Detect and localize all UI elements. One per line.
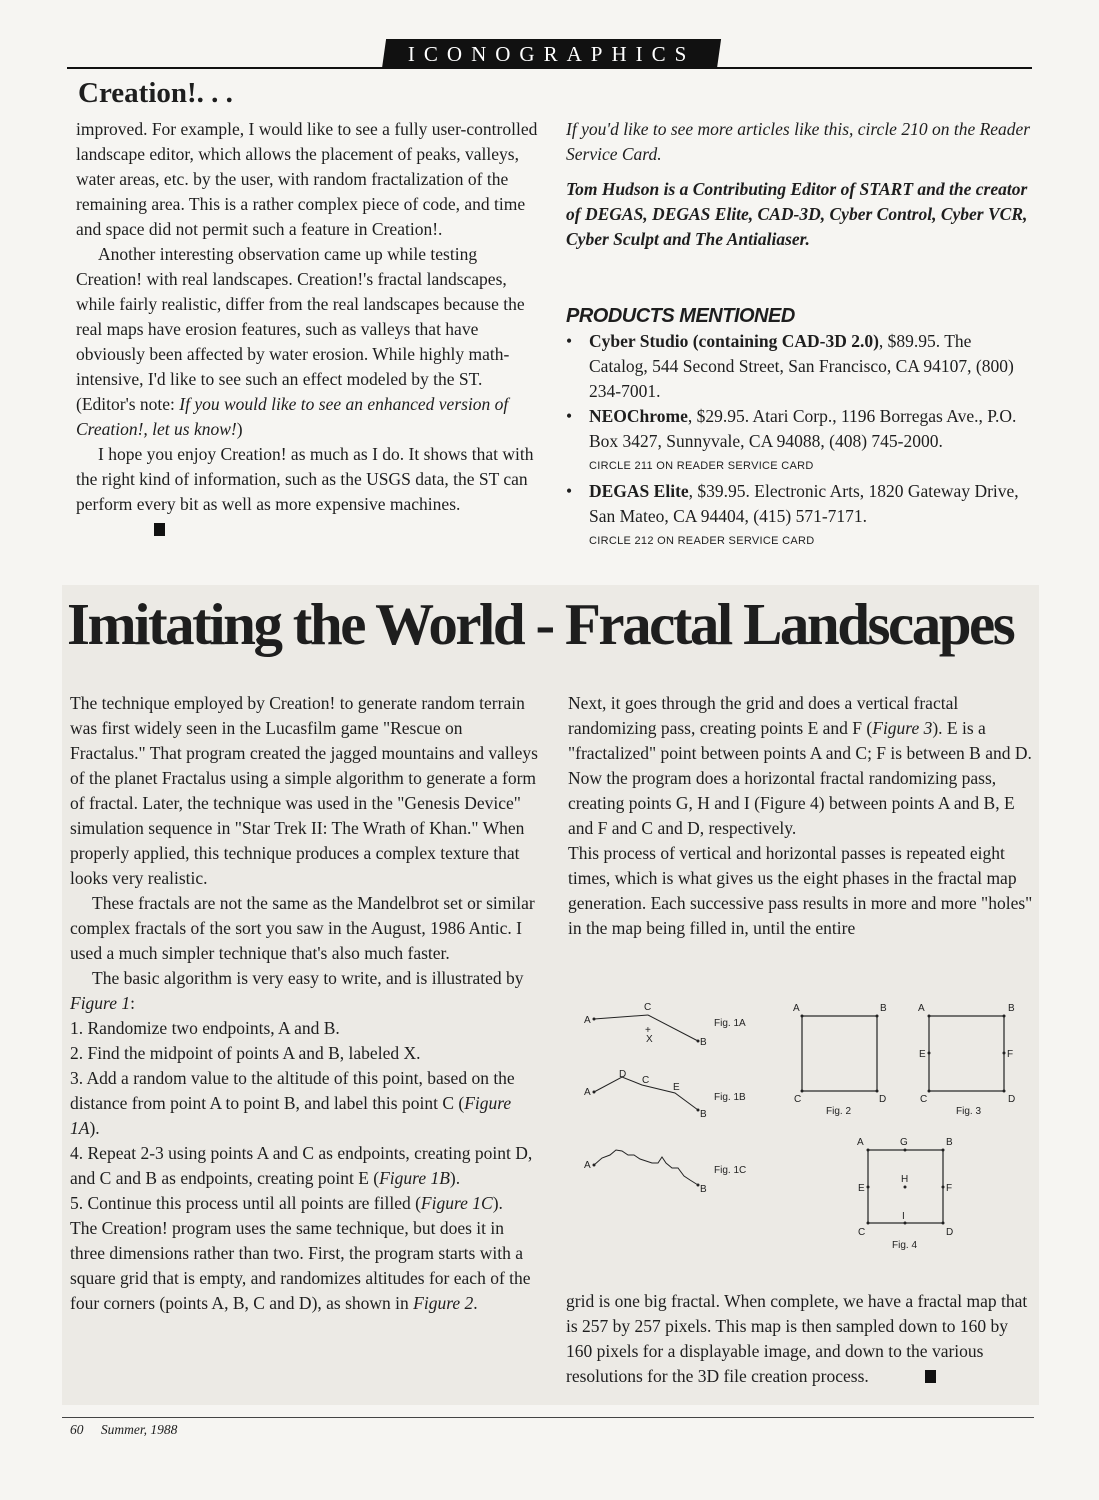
svg-text:D: D <box>879 1094 887 1105</box>
article-paragraph: I hope you enjoy Creation! as much as I do. It shows that with the right kind of information, such as the USGS data, the ST can perform every bit as well as more expensive machines. <box>76 442 546 542</box>
svg-text:D: D <box>946 1227 954 1238</box>
issue-date: Summer, 1988 <box>100 1422 178 1437</box>
product-item: • DEGAS Elite, $39.95. Electronic Arts, 1820 Gateway Drive, San Mateo, CA 94404, (415) 571-7171. CIRCLE 212 ON READER SERVICE CARD <box>566 479 1032 554</box>
figure-caption: Fig. 3 <box>956 1106 982 1117</box>
product-item: • Cyber Studio (containing CAD-3D 2.0), $89.95. The Catalog, 544 Second Street, San Francisco, CA 94107, (800) 234-7001. <box>566 331 1014 401</box>
svg-text:I: I <box>902 1211 905 1222</box>
section-banner-label: ICONOGRAPHICS <box>407 41 696 66</box>
svg-text:C: C <box>642 1075 650 1086</box>
article-right-column <box>566 117 1032 554</box>
sidebar-paragraph: This process of vertical and horizontal passes is repeated eight times, which is what gives us the eight phases in the fractal map generation. Each successive pass results in more and more "holes" in the map being filled in, until the entire <box>568 843 1033 938</box>
sidebar-paragraph: The basic algorithm is very easy to write, and is illustrated by Figure 1: <box>70 968 524 1013</box>
figure-4 <box>857 1137 953 1251</box>
figure-caption: Fig. 1B <box>714 1092 746 1103</box>
reader-service-note: If you'd like to see more articles like this, circle 210 on the Reader Service Card. <box>566 119 1031 164</box>
svg-text:G: G <box>900 1137 908 1148</box>
running-head: Creation!. . . <box>78 77 233 109</box>
svg-text:D: D <box>619 1069 627 1080</box>
sidebar-paragraph: grid is one big fractal. When complete, we have a fractal map that is 257 by 257 pixels. This map is then sampled down to 160 by 160 pixels for a displayable image, and down to the various resolutions for the 3D file creation process. <box>566 1291 1028 1386</box>
sidebar-paragraph: These fractals are not the same as the Mandelbrot set or similar complex fractals of the sort you saw in the August, 1986 Antic. I used a much simpler technique that's also much faster. <box>70 893 535 963</box>
sidebar-paragraph: The Creation! program uses the same technique, but does it in three dimensions rather than two. First, the program starts with a square grid that is empty, and randomizes altitudes for each of the four corners (points A, B, C and D), as shown in Figure 2. <box>70 1218 531 1313</box>
algorithm-step: 1. Randomize two endpoints, A and B. <box>70 1018 340 1038</box>
figure-1c <box>584 1150 746 1195</box>
bullet-icon: • <box>566 406 573 426</box>
figure-3 <box>918 1003 1015 1117</box>
sidebar-paragraph: The technique employed by Creation! to generate random terrain was first widely seen in the Lucasfilm game "Rescue on Fractalus." That program created the jagged mountains and valleys of the planet Fractalus using a simple algorithm to generate a form of fractal. Later, the technique was used in the "Genesis Device" simulation sequence in "Star Trek II: The Wrath of Khan." When properly applied, this technique produces a complex texture that looks very realistic. <box>70 693 538 888</box>
svg-text:A: A <box>584 1160 591 1171</box>
svg-text:C: C <box>920 1094 928 1105</box>
sidebar-right-column <box>568 691 1036 941</box>
page-footer <box>70 1422 177 1438</box>
figure-caption: Fig. 1A <box>714 1018 746 1029</box>
figure-2 <box>793 1003 887 1117</box>
svg-text:X: X <box>646 1034 653 1045</box>
sidebar-left-column <box>70 691 542 1316</box>
svg-text:F: F <box>1007 1049 1014 1060</box>
figure-caption: Fig. 1C <box>714 1165 747 1176</box>
sidebar-right-column-end <box>566 1289 1034 1389</box>
svg-text:B: B <box>1008 1003 1015 1014</box>
svg-text:C: C <box>858 1227 866 1238</box>
svg-text:E: E <box>919 1049 926 1060</box>
sidebar-headline: Imitating the World - Fractal Landscapes <box>67 591 1014 657</box>
algorithm-step: 3. Add a random value to the altitude of this point, based on the distance from point A to point B, and label this point C (Figure 1A). <box>70 1068 515 1138</box>
algorithm-step: 4. Repeat 2-3 using points A and C as endpoints, creating point D, and C and B as endpoints, creating point E (Figure 1B). <box>70 1143 533 1188</box>
svg-text:F: F <box>946 1183 953 1194</box>
algorithm-step: 5. Continue this process until all points are filled (Figure 1C). <box>70 1193 503 1213</box>
svg-text:A: A <box>584 1015 591 1026</box>
product-item: • NEOChrome, $29.95. Atari Corp., 1196 Borregas Ave., P.O. Box 3427, Sunnyvale, CA 94088, (408) 745-2000. CIRCLE 211 ON READER SERVICE CARD <box>566 404 1032 479</box>
svg-text:E: E <box>858 1183 865 1194</box>
article-paragraph: Another interesting observation came up while testing Creation! with real landscapes. Creation!'s fractal landscapes, while fairly realistic, differ from the real landscapes because the real maps have erosion features, such as valleys that have obviously been affected by water erosion. While highly math-intensive, I'd like to see such an effect modeled by the ST. (Editor's note: If you would like to see an enhanced version of Creation!, let us know!) <box>76 244 525 439</box>
circle-note: CIRCLE 211 ON READER SERVICE CARD <box>589 460 814 472</box>
svg-text:D: D <box>1008 1094 1016 1105</box>
svg-text:B: B <box>700 1037 707 1048</box>
svg-text:E: E <box>673 1082 680 1093</box>
svg-text:B: B <box>700 1184 707 1195</box>
figure-1b <box>584 1069 746 1120</box>
article-left-column <box>76 117 546 542</box>
products-heading: PRODUCTS MENTIONED <box>566 305 795 327</box>
svg-text:A: A <box>918 1003 925 1014</box>
figure-caption: Fig. 2 <box>826 1106 852 1117</box>
page-number: 60 <box>70 1422 84 1437</box>
svg-text:B: B <box>880 1003 887 1014</box>
author-bio: Tom Hudson is a Contributing Editor of START and the creator of DEGAS, DEGAS Elite, CAD-3D, Cyber Control, Cyber VCR, Cyber Sculpt and The Antialiaser. <box>566 179 1028 249</box>
sidebar-paragraph: Next, it goes through the grid and does a vertical fractal randomizing pass, creating points E and F (Figure 3). E is a "fractalized" point between points A and C; F is between B and D. Now the program does a horizontal fractal randomizing pass, creating points G, H and I (Figure 4) between points A and B, E and F and C and D, respectively. <box>568 693 1032 838</box>
bullet-icon: • <box>566 481 573 501</box>
bullet-icon: • <box>566 331 573 351</box>
article-paragraph: improved. For example, I would like to see a fully user-controlled landscape editor, which allows the placement of peaks, valleys, water areas, etc. by the user, with random fractalization of the remaining area. This is a rather complex piece of code, and time and space did not permit such a feature in Creation!. <box>76 119 538 239</box>
figure-caption: Fig. 4 <box>892 1240 918 1251</box>
svg-text:C: C <box>794 1094 802 1105</box>
section-banner <box>382 39 721 69</box>
circle-note: CIRCLE 212 ON READER SERVICE CARD <box>589 535 815 547</box>
end-mark <box>154 523 165 536</box>
fractal-figures <box>580 995 1030 1260</box>
svg-text:B: B <box>700 1109 707 1120</box>
algorithm-step: 2. Find the midpoint of points A and B, labeled X. <box>70 1043 421 1063</box>
svg-text:C: C <box>644 1002 652 1013</box>
svg-text:A: A <box>793 1003 800 1014</box>
svg-text:A: A <box>857 1137 864 1148</box>
footer-rule <box>62 1417 1034 1418</box>
figure-1a <box>584 1002 746 1048</box>
svg-text:A: A <box>584 1087 591 1098</box>
end-mark <box>925 1370 936 1383</box>
svg-text:+: + <box>645 1025 651 1036</box>
svg-text:H: H <box>901 1174 909 1185</box>
svg-text:B: B <box>946 1137 953 1148</box>
